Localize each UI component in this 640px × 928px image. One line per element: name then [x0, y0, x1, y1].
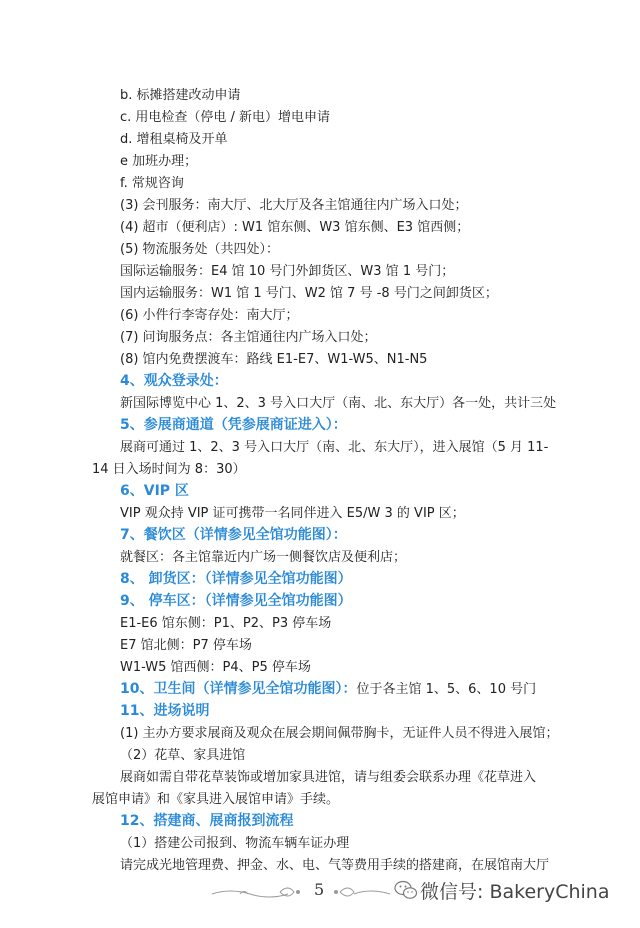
text-line: (3) 会刊服务：南大厅、北大厅及各主馆通往内广场入口处； [120, 198, 468, 213]
text-line: b. 标摊搭建改动申请 [120, 88, 241, 103]
page-footer [0, 872, 640, 922]
text-line: 展馆申请》和《家具进入展馆申请》手续。 [92, 792, 340, 807]
flourish-ornament-left [210, 882, 305, 902]
text-line: 展商可通过 1、2、3 号入口大厅（南、北、东大厅），进入展馆（5 月 11- [120, 440, 549, 455]
section-heading: 6、VIP 区 [120, 483, 189, 499]
text-line: f. 常规咨询 [120, 176, 184, 191]
text-line: 请完成光地管理费、押金、水、电、气等费用手续的搭建商，在展馆南大厅 [120, 858, 550, 873]
section-heading: 9、 停车区：（详情参见全馆功能图） [120, 593, 352, 609]
text-line: (7) 问询服务点：各主馆通往内广场入口处； [120, 330, 377, 345]
text-line: e 加班办理； [120, 154, 198, 169]
text-line: 展商如需自带花草装饰或增加家具进馆，请与组委会联系办理《花草进入 [120, 770, 537, 785]
text-line: (8) 馆内免费摆渡车：路线 E1-E7、W1-W5、N1-N5 [120, 352, 428, 367]
text-line: 14 日入场时间为 8：30） [92, 462, 246, 477]
text-line: （1）搭建公司报到、物流车辆车证办理 [120, 836, 350, 851]
wechat-id: 微信号: BakeryChina [420, 881, 610, 903]
text-line: （2）花草、家具进馆 [120, 748, 246, 763]
section-heading: 11、进场说明 [120, 703, 210, 719]
text-line: E7 馆北侧：P7 停车场 [120, 638, 252, 653]
text-line: 位于各主馆 1、5、6、10 号门 [356, 682, 537, 697]
section-heading: 8、 卸货区：（详情参见全馆功能图） [120, 571, 352, 587]
section-heading: 12、搭建商、展商报到流程 [120, 813, 294, 829]
text-line: W1-W5 馆西侧：P4、P5 停车场 [120, 660, 311, 675]
section-heading: 5、参展商通道（凭参展商证进入）： [120, 417, 347, 433]
page-number: 5 [314, 880, 325, 899]
text-line: d. 增租桌椅及开单 [120, 132, 228, 147]
text-line: (6) 小件行李寄存处：南大厅； [120, 308, 299, 323]
section-heading: 4、观众登录处： [120, 373, 228, 389]
text-line: c. 用电检查（停电 / 新电）增电申请 [120, 110, 331, 125]
section-heading: 7、餐饮区（详情参见全馆功能图）： [120, 527, 347, 543]
text-line: 就餐区：各主馆靠近内广场一侧餐饮店及便利店； [120, 550, 407, 565]
text-line: (4) 超市（便利店）: W1 馆东侧、W3 馆东侧、E3 馆西侧； [120, 220, 470, 235]
text-line: (5) 物流服务处（共四处）： [120, 242, 280, 257]
text-line: 新国际博览中心 1、2、3 号入口大厅（南、北、东大厅）各一处，共计三处 [120, 396, 557, 411]
flourish-ornament-right [332, 882, 392, 902]
text-line: VIP 观众持 VIP 证可携带一名同伴进入 E5/W 3 的 VIP 区； [120, 506, 465, 521]
section-heading: 10、卫生间（详情参见全馆功能图）： [120, 681, 357, 697]
text-line: (1) 主办方要求展商及观众在展会期间佩带胸卡，无证件人员不得进入展馆； [120, 726, 559, 741]
wechat-icon [394, 879, 418, 901]
section-heading-line [120, 681, 536, 698]
text-line: E1-E6 馆东侧：P1、P2、P3 停车场 [120, 616, 332, 631]
text-line: 国际运输服务：E4 馆 10 号门外卸货区、W3 馆 1 号门； [120, 264, 455, 279]
text-line: 国内运输服务：W1 馆 1 号门、W2 馆 7 号 -8 号门之间卸货区； [120, 286, 498, 301]
